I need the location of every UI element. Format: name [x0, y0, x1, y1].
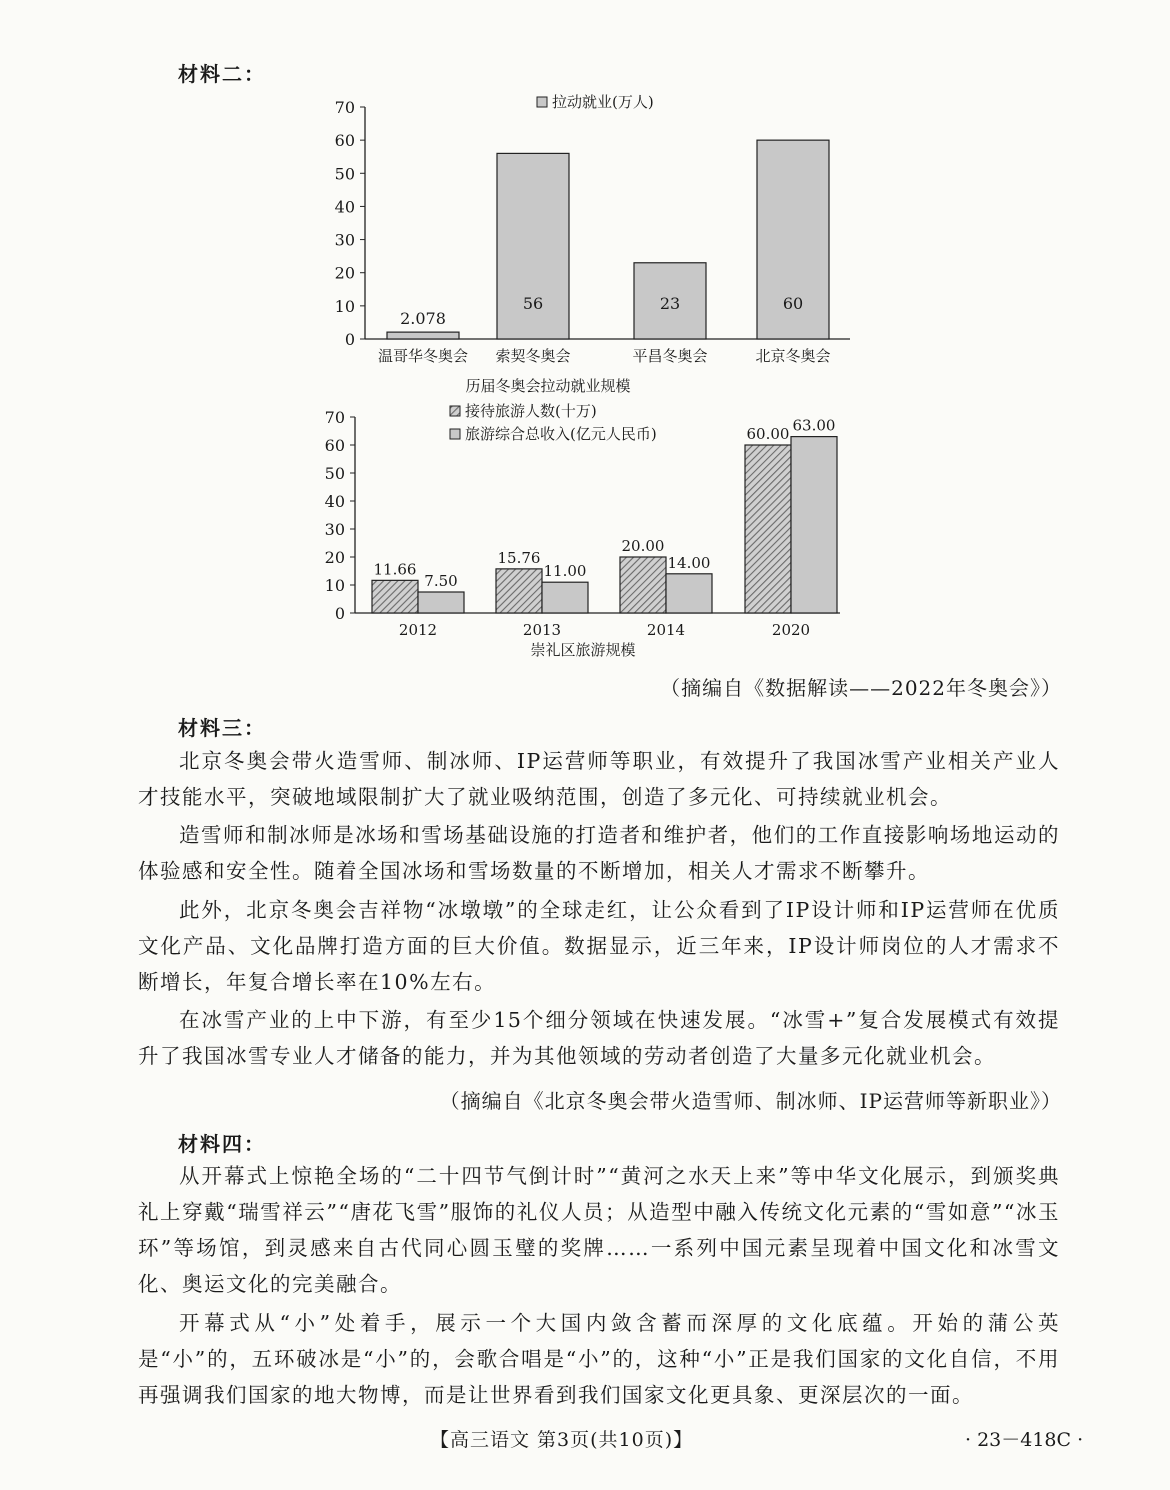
material2-source: （摘编自《数据解读——2022年冬奥会》）	[660, 676, 1062, 700]
material3-title: 材料三：	[178, 716, 266, 740]
chart2-y-tick-label: 10	[324, 576, 345, 595]
chart2-value-label-visitors: 60.00	[746, 425, 790, 443]
tourism-chart	[300, 395, 860, 660]
chart2-value-label-revenue: 63.00	[792, 416, 836, 435]
chart2-y-tick-label: 40	[324, 492, 345, 511]
material3-source: （摘编自《北京冬奥会带火造雪师、制冰师、IP运营师等新职业》）	[439, 1089, 1062, 1113]
chart2-legend-label-revenue: 旅游综合总收入(亿元人民币)	[465, 425, 657, 443]
chart2-y-tick-label: 50	[324, 464, 345, 483]
material3-paragraph-3: 此外，北京冬奥会吉祥物“冰墩墩”的全球走红，让公众看到了IP设计师和IP运营师在优质文化产品、文化品牌打造方面的巨大价值。数据显示，近三年来，IP设计师岗位的人才需求不断增长，年复合增长率在10%左右。	[138, 898, 1060, 994]
chart2-category-label: 2020	[771, 621, 811, 639]
chart1-y-tick-label: 40	[334, 197, 355, 217]
material3-paragraph-2: 造雪师和制冰师是冰场和雪场基础设施的打造者和维护者，他们的工作直接影响场地运动的体验感和安全性。随着全国冰场和雪场数量的不断增加，相关人才需求不断攀升。	[138, 823, 1060, 883]
chart1-bar	[387, 332, 459, 339]
chart2-category-label: 2014	[646, 621, 686, 639]
chart2-bar-visitors	[372, 580, 418, 613]
material3-paragraph-4: 在冰雪产业的上中下游，有至少15个细分领域在快速发展。“冰雪+”复合发展模式有效提升了我国冰雪专业人才储备的能力，并为其他领域的劳动者创造了大量多元化就业机会。	[138, 1008, 1060, 1068]
chart1-value-label: 23	[659, 294, 681, 313]
material4-title: 材料四：	[178, 1132, 266, 1156]
chart1-legend-label: 拉动就业(万人)	[552, 93, 654, 111]
chart2-value-label-revenue: 7.50	[424, 572, 458, 590]
chart1-y-tick-label: 0	[344, 330, 355, 349]
chart2-y-tick-label: 0	[334, 604, 345, 623]
chart2-legend-swatch-visitors	[450, 406, 460, 416]
chart2-value-label-visitors: 11.66	[373, 560, 417, 579]
chart2-y-tick-label: 30	[324, 520, 345, 539]
chart2-value-label-visitors: 20.00	[621, 537, 665, 555]
chart2-bar-revenue	[791, 437, 837, 613]
material3-paragraph-1: 北京冬奥会带火造雪师、制冰师、IP运营师等职业，有效提升了我国冰雪产业相关产业人才技能水平，突破地域限制扩大了就业吸纳范围，创造了多元化、可持续就业机会。	[138, 749, 1060, 809]
chart1-caption: 历届冬奥会拉动就业规模	[465, 377, 631, 395]
chart2-bar-revenue	[542, 582, 588, 613]
chart1-category-label: 北京冬奥会	[755, 347, 831, 365]
chart1-category-label: 温哥华冬奥会	[377, 347, 469, 365]
material2-title: 材料二：	[178, 62, 266, 86]
chart1-category-label: 索契冬奥会	[495, 347, 571, 365]
employment-chart	[300, 85, 860, 395]
chart1-value-label: 2.078	[400, 309, 446, 329]
chart2-legend-label-visitors: 接待旅游人数(十万)	[465, 402, 597, 420]
chart2-legend-swatch-revenue	[450, 429, 460, 439]
chart2-bar-revenue	[666, 574, 712, 613]
chart2-bar-visitors	[496, 569, 542, 613]
chart2-value-label-revenue: 14.00	[667, 553, 711, 572]
chart1-y-tick-label: 60	[334, 131, 355, 151]
chart2-value-label-visitors: 15.76	[497, 548, 541, 567]
chart2-y-tick-label: 60	[324, 436, 345, 455]
chart2-y-tick-label: 70	[324, 408, 345, 427]
footer-page-info: 【高三语文 第3页(共10页)】	[430, 1429, 694, 1451]
chart2-category-label: 2013	[522, 621, 562, 639]
material4-paragraph-1: 从开幕式上惊艳全场的“二十四节气倒计时”“黄河之水天上来”等中华文化展示，到颁奖典礼上穿戴“瑞雪祥云”“唐花飞雪”服饰的礼仪人员；从造型中融入传统文化元素的“雪如意”“冰玉环”等场馆，到灵感来自古代同心圆玉璧的奖牌……一系列中国元素呈现着中国文化和冰雪文化、奥运文化的完美融合。	[138, 1164, 1060, 1296]
chart1-y-tick-label: 10	[334, 296, 355, 316]
chart2-bar-revenue	[418, 592, 464, 613]
chart1-value-label: 60	[782, 294, 804, 313]
chart2-bar-visitors	[620, 557, 666, 613]
chart1-y-tick-label: 70	[334, 98, 355, 117]
chart1-y-tick-label: 30	[334, 230, 355, 250]
chart2-category-label: 2012	[398, 621, 438, 639]
chart1-category-label: 平昌冬奥会	[632, 347, 708, 365]
chart1-value-label: 56	[522, 294, 544, 313]
chart2-value-label-revenue: 11.00	[543, 562, 587, 581]
chart1-legend-swatch	[537, 97, 547, 107]
chart2-bar-visitors	[745, 445, 791, 613]
material4-paragraph-2: 开幕式从“小”处着手，展示一个大国内敛含蓄而深厚的文化底蕴。开始的蒲公英是“小”的，五环破冰是“小”的，会歌合唱是“小”的，这种“小”正是我们国家的文化自信，不用再强调我们国家的地大物博，而是让世界看到我们国家文化更具象、更深层次的一面。	[138, 1311, 1060, 1407]
footer-exam-code: · 23－418C ·	[965, 1429, 1084, 1451]
chart2-y-tick-label: 20	[324, 548, 345, 567]
chart1-y-tick-label: 20	[334, 263, 355, 283]
chart2-caption: 崇礼区旅游规模	[530, 641, 636, 659]
chart1-y-tick-label: 50	[334, 164, 355, 184]
